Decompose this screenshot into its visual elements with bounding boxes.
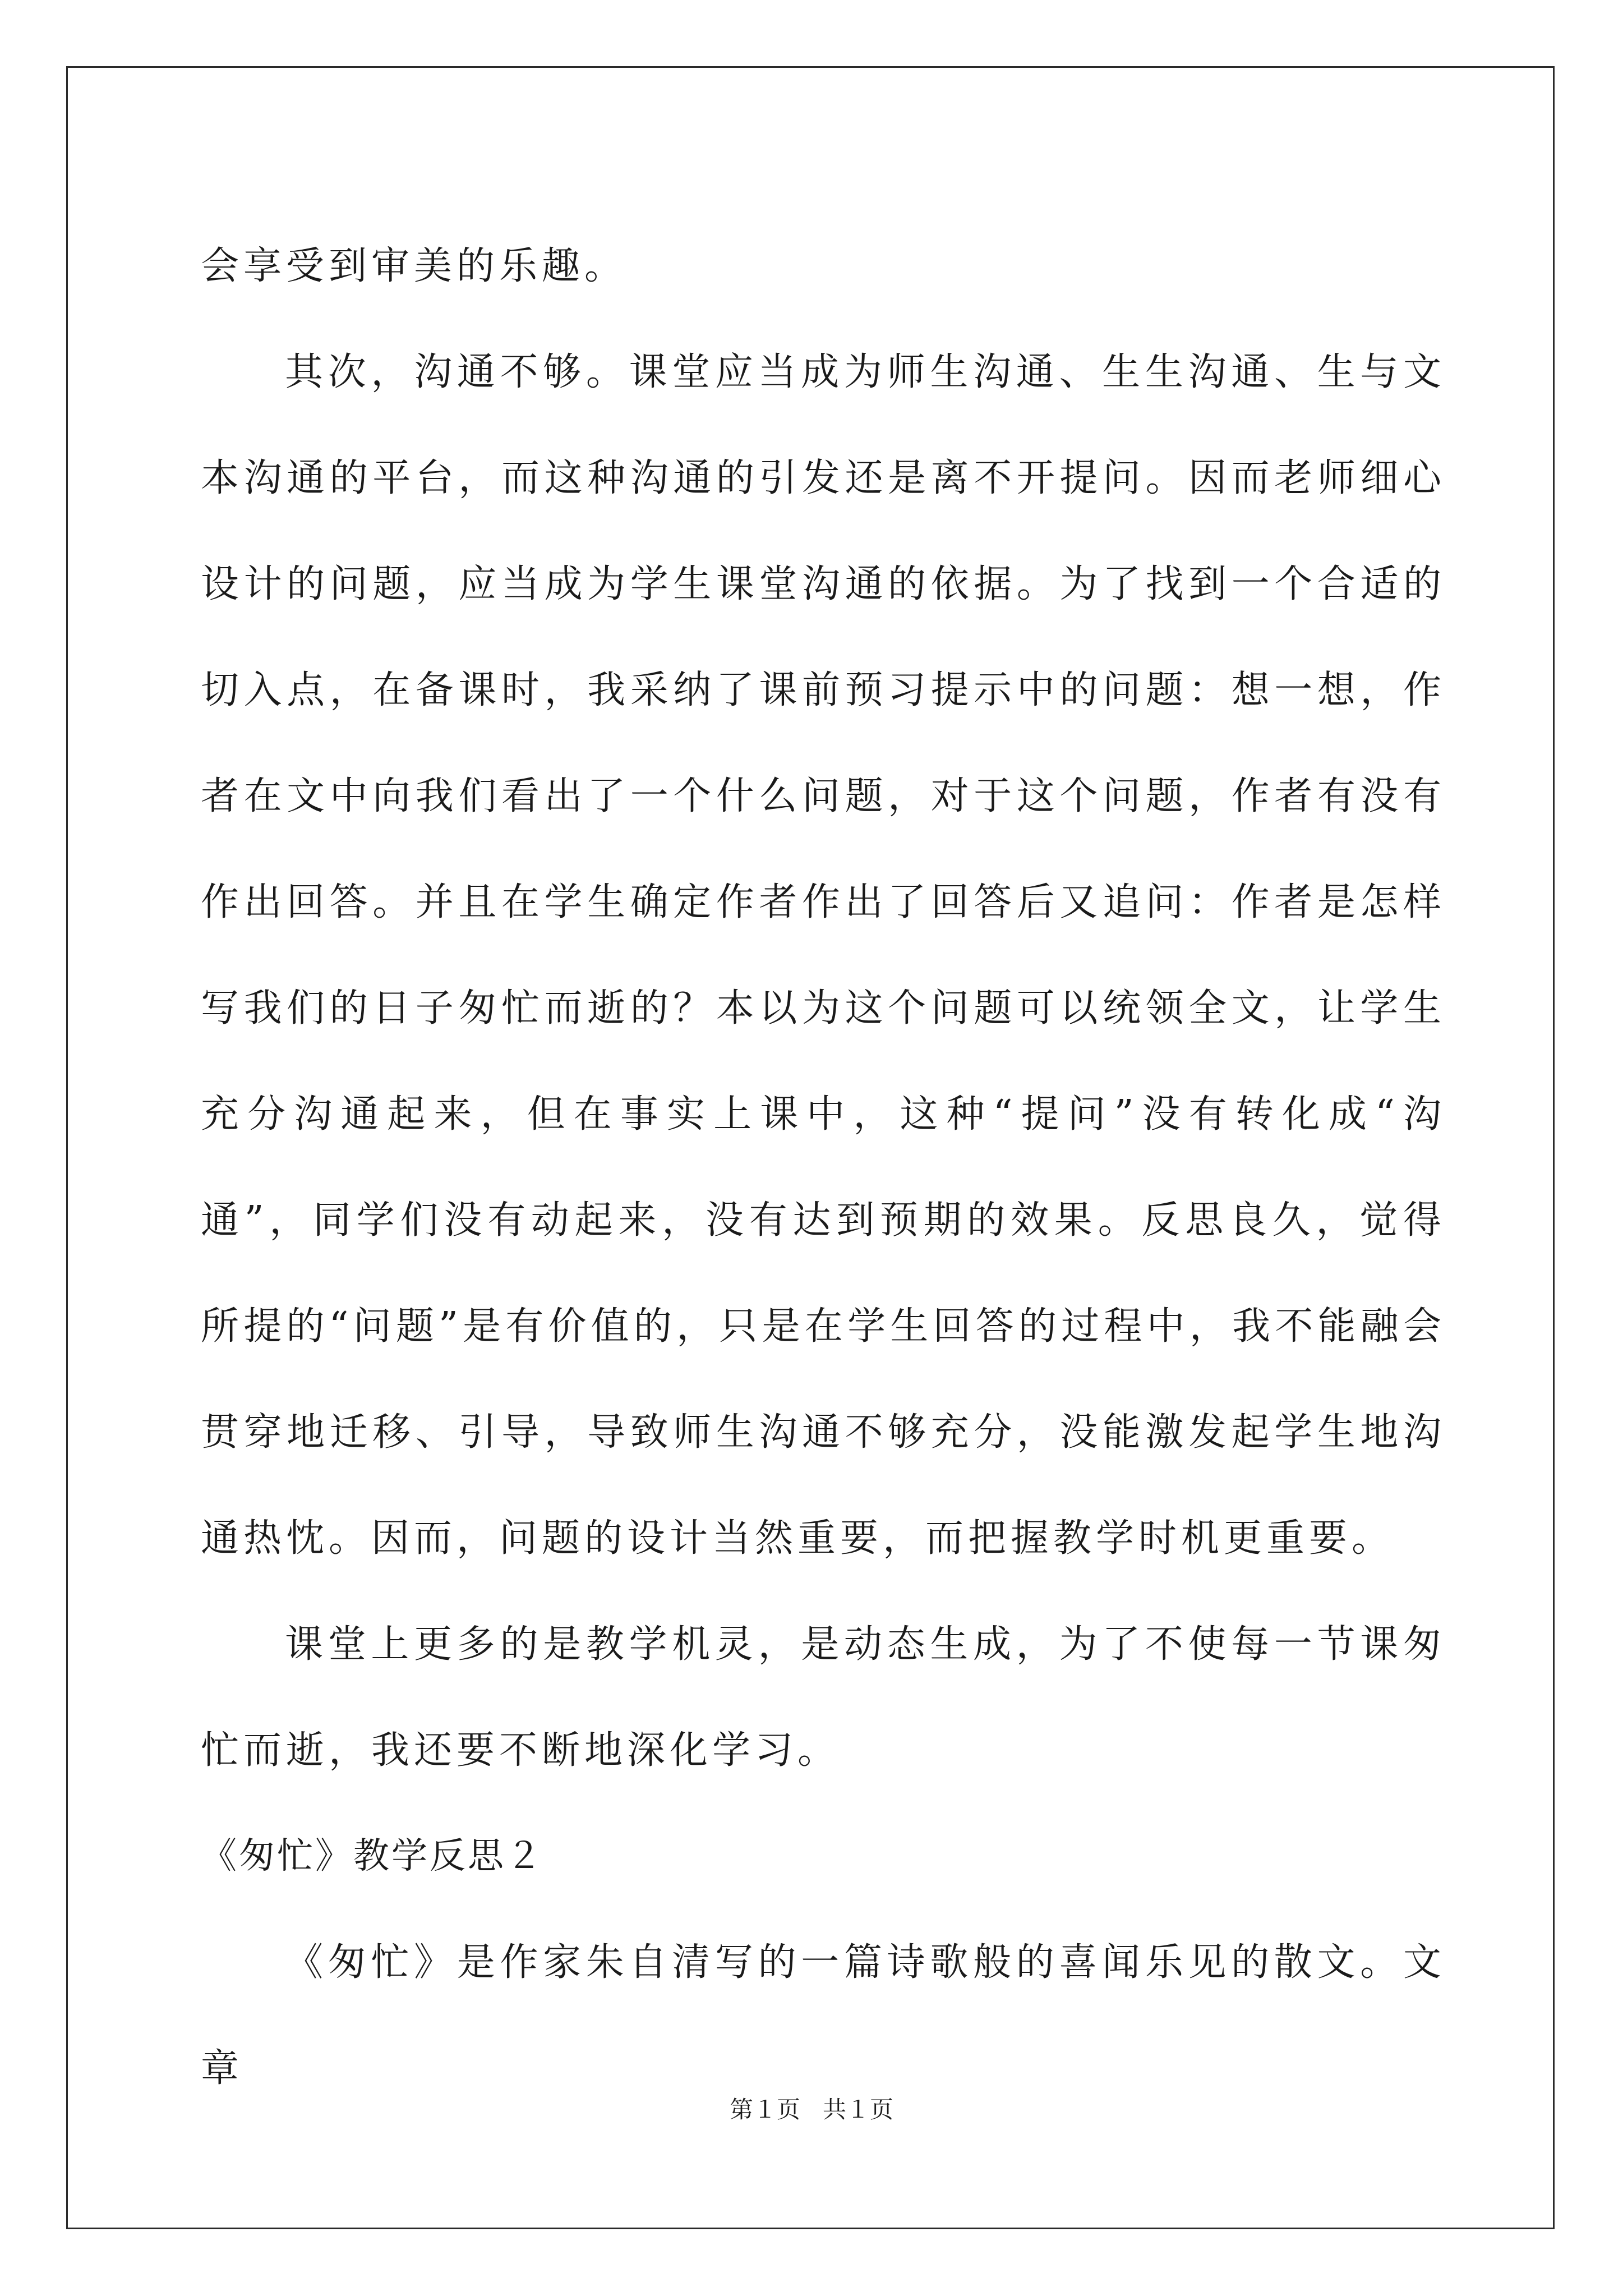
document-body <box>201 213 1446 2122</box>
paragraph-intro: 《匆忙》是作家朱自清写的一篇诗歌般的喜闻乐见的散文。文章 <box>201 1940 1446 2091</box>
page-total: 共１页 <box>823 2096 894 2123</box>
paragraph-conclusion: 课堂上更多的是教学机灵，是动态生成，为了不使每一节课匆忙而逝，我还要不断地深化学习。 <box>201 1622 1446 1773</box>
page-number: 第１页 <box>729 2096 800 2123</box>
section-heading: 《匆忙》教学反思２ <box>201 1835 544 1877</box>
paragraph-communication: 其次，沟通不够。课堂应当成为师生沟通、生生沟通、生与文本沟通的平台，而这种沟通的引发还是离不开提问。因而老师细心设计的问题，应当成为学生课堂沟通的依据。为了找到一个合适的切入点，在备课时，我采纳了课前预习提示中的问题：想一想，作者在文中向我们看出了一个什么问题，对于这个问题，作者有没有作出回答。并且在学生确定作者作出了回答后又追问：作者是怎样写我们的日子匆忙而逝的？本以为这个问题可以统领全文，让学生充分沟通起来，但在事实上课中，这种“提问”没有转化成“沟通”，同学们没有动起来，没有达到预期的效果。反思良久，觉得所提的“问题”是有价值的，只是在学生回答的过程中，我不能融会贯穿地迁移、引导，导致师生沟通不够充分，没能激发起学生地沟通热忱。因而，问题的设计当然重要，而把握教学时机更重要。 <box>201 350 1446 1561</box>
paragraph-continuation: 会享受到审美的乐趣。 <box>201 244 628 288</box>
page-footer <box>0 2091 1623 2125</box>
